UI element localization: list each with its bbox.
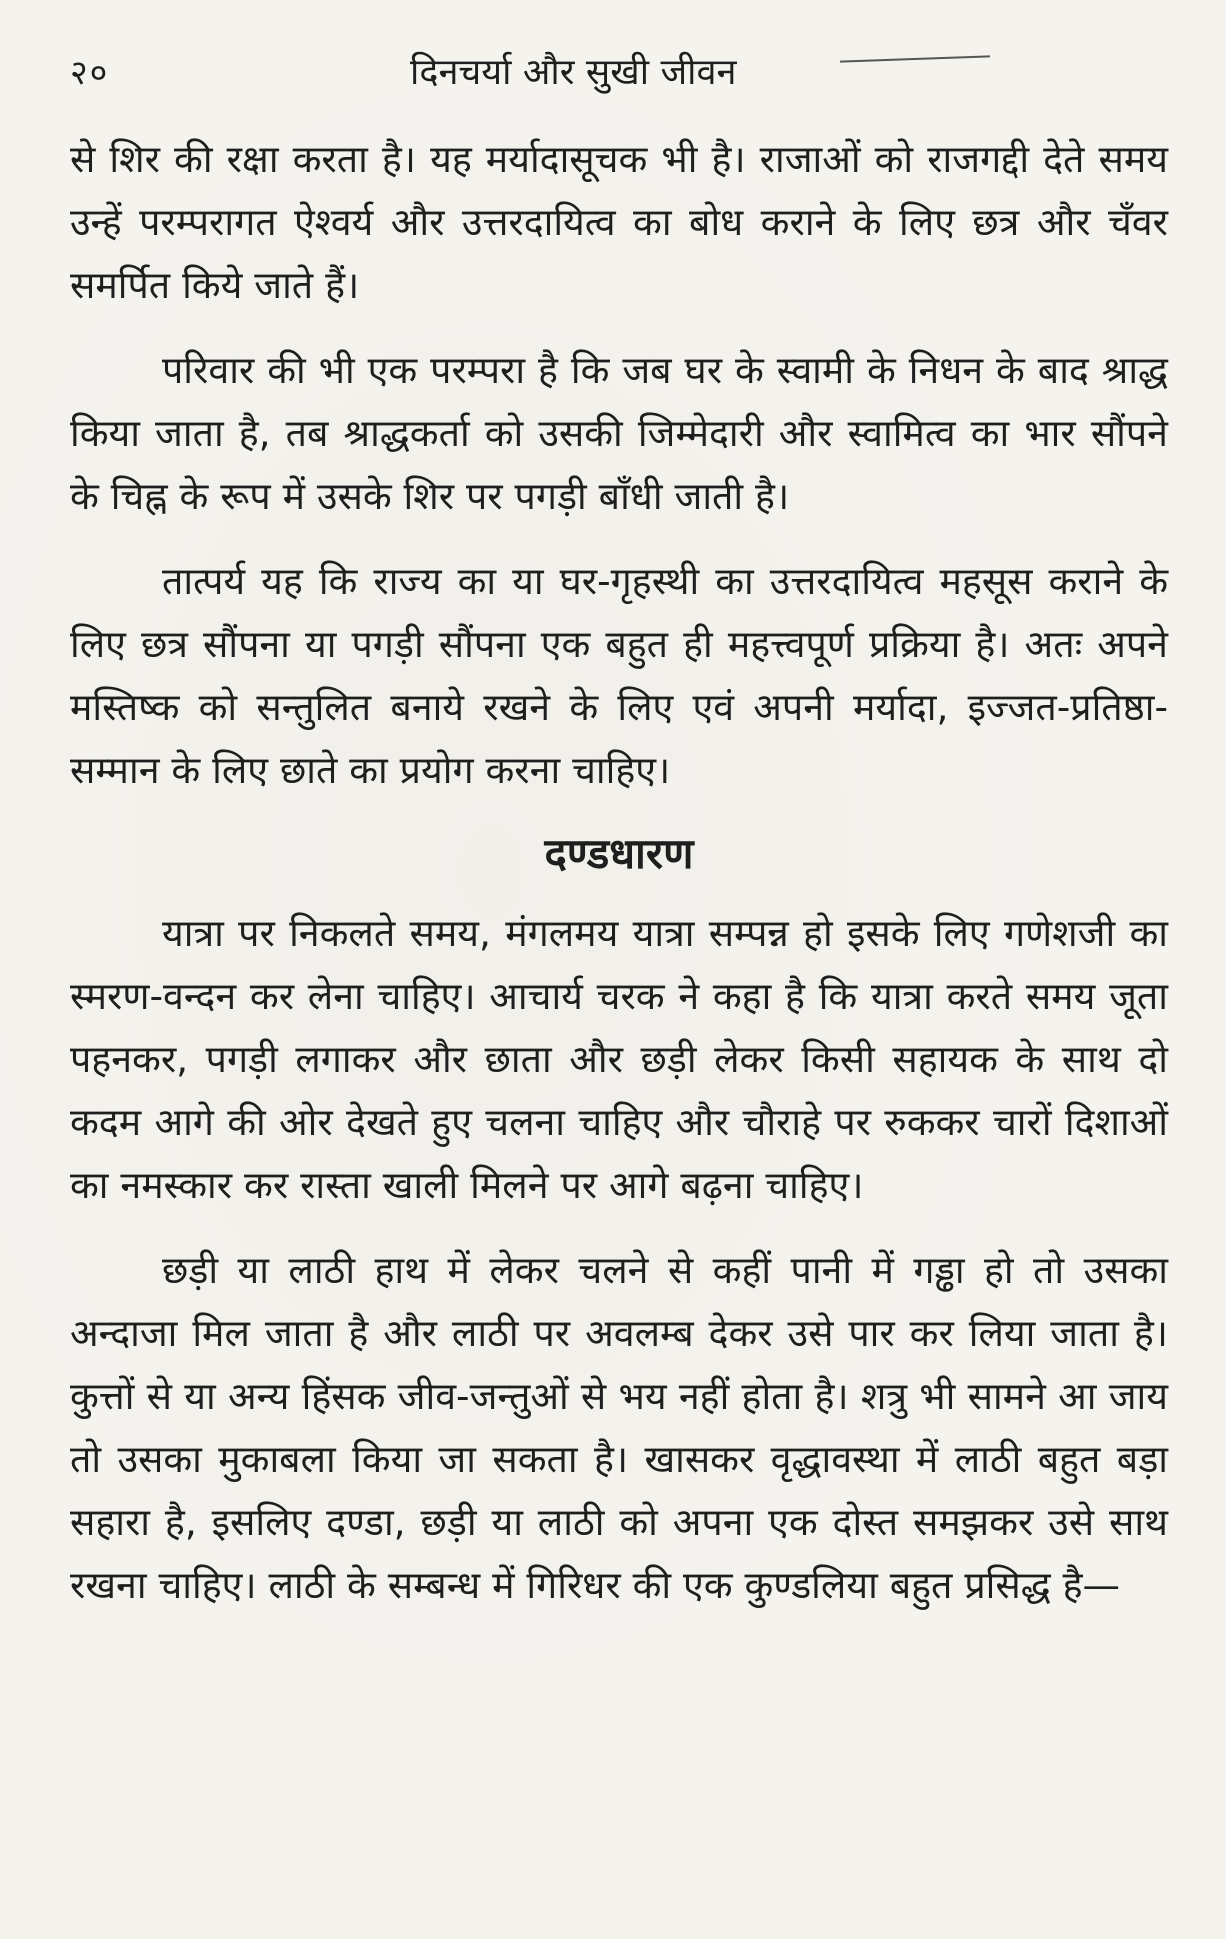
paragraph: तात्पर्य यह कि राज्य का या घर-गृहस्थी का उत्तरदायित्व महसूस कराने के लिए छत्र सौंपना या पगड़ी सौंपना एक बहुत ही महत्त्वपूर्ण प्रक्रिया है। अतः अपने मस्तिष्क को सन्तुलित बनाये रखने के लिए एवं अपनी मर्यादा, इज्जत-प्रतिष्ठा-सम्मान के लिए छाते का प्रयोग करना चाहिए। xyxy=(70,559,1168,792)
paragraph: से शिर की रक्षा करता है। यह मर्यादासूचक भी है। राजाओं को राजगद्दी देते समय उन्हें परम्परागत ऐश्वर्य और उत्तरदायित्व का बोध कराने के लिए छत्र और चँवर समर्पित किये जाते हैं। xyxy=(70,137,1168,307)
paragraph: परिवार की भी एक परम्परा है कि जब घर के स्वामी के निधन के बाद श्राद्ध किया जाता है, तब श्राद्धकर्ता को उसकी जिम्मेदारी और स्वामित्व का भार सौंपने के चिह्न के रूप में उसके शिर पर पगड़ी बाँधी जाती है। xyxy=(70,348,1168,518)
paragraph: यात्रा पर निकलते समय, मंगलमय यात्रा सम्पन्न हो इसके लिए गणेशजी का स्मरण-वन्दन कर लेना चाहिए। आचार्य चरक ने कहा है कि यात्रा करते समय जूता पहनकर, पगड़ी लगाकर और छाता और छड़ी लेकर किसी सहायक के साथ दो कदम आगे की ओर देखते हुए चलना चाहिए और चौराहे पर रुककर चारों दिशाओं का नमस्कार कर रास्ता खाली मिलने पर आगे बढ़ना चाहिए। xyxy=(70,911,1168,1207)
paragraph: छड़ी या लाठी हाथ में लेकर चलने से कहीं पानी में गड्ढा हो तो उसका अन्दाजा मिल जाता है और लाठी पर अवलम्ब देकर उसे पार कर लिया जाता है। कुत्तों से या अन्य हिंसक जीव-जन्तुओं से भय नहीं होता है। शत्रु भी सामने आ जाय तो उसका मुकाबला किया जा सकता है। खासकर वृद्धावस्था में लाठी बहुत बड़ा सहारा है, इसलिए दण्डा, छड़ी या लाठी को अपना एक दोस्त समझकर उसे साथ रखना चाहिए। लाठी के सम्बन्ध में गिरिधर की एक कुण्डलिया बहुत प्रसिद्ध है— xyxy=(70,1248,1168,1607)
running-title: दिनचर्या और सुखी जीवन xyxy=(410,52,737,93)
page-number: २० xyxy=(70,53,110,93)
section-heading: दण्डधारण xyxy=(544,829,694,878)
page-header xyxy=(70,42,1170,102)
header-rule xyxy=(840,55,990,62)
page-body xyxy=(70,128,1168,1639)
